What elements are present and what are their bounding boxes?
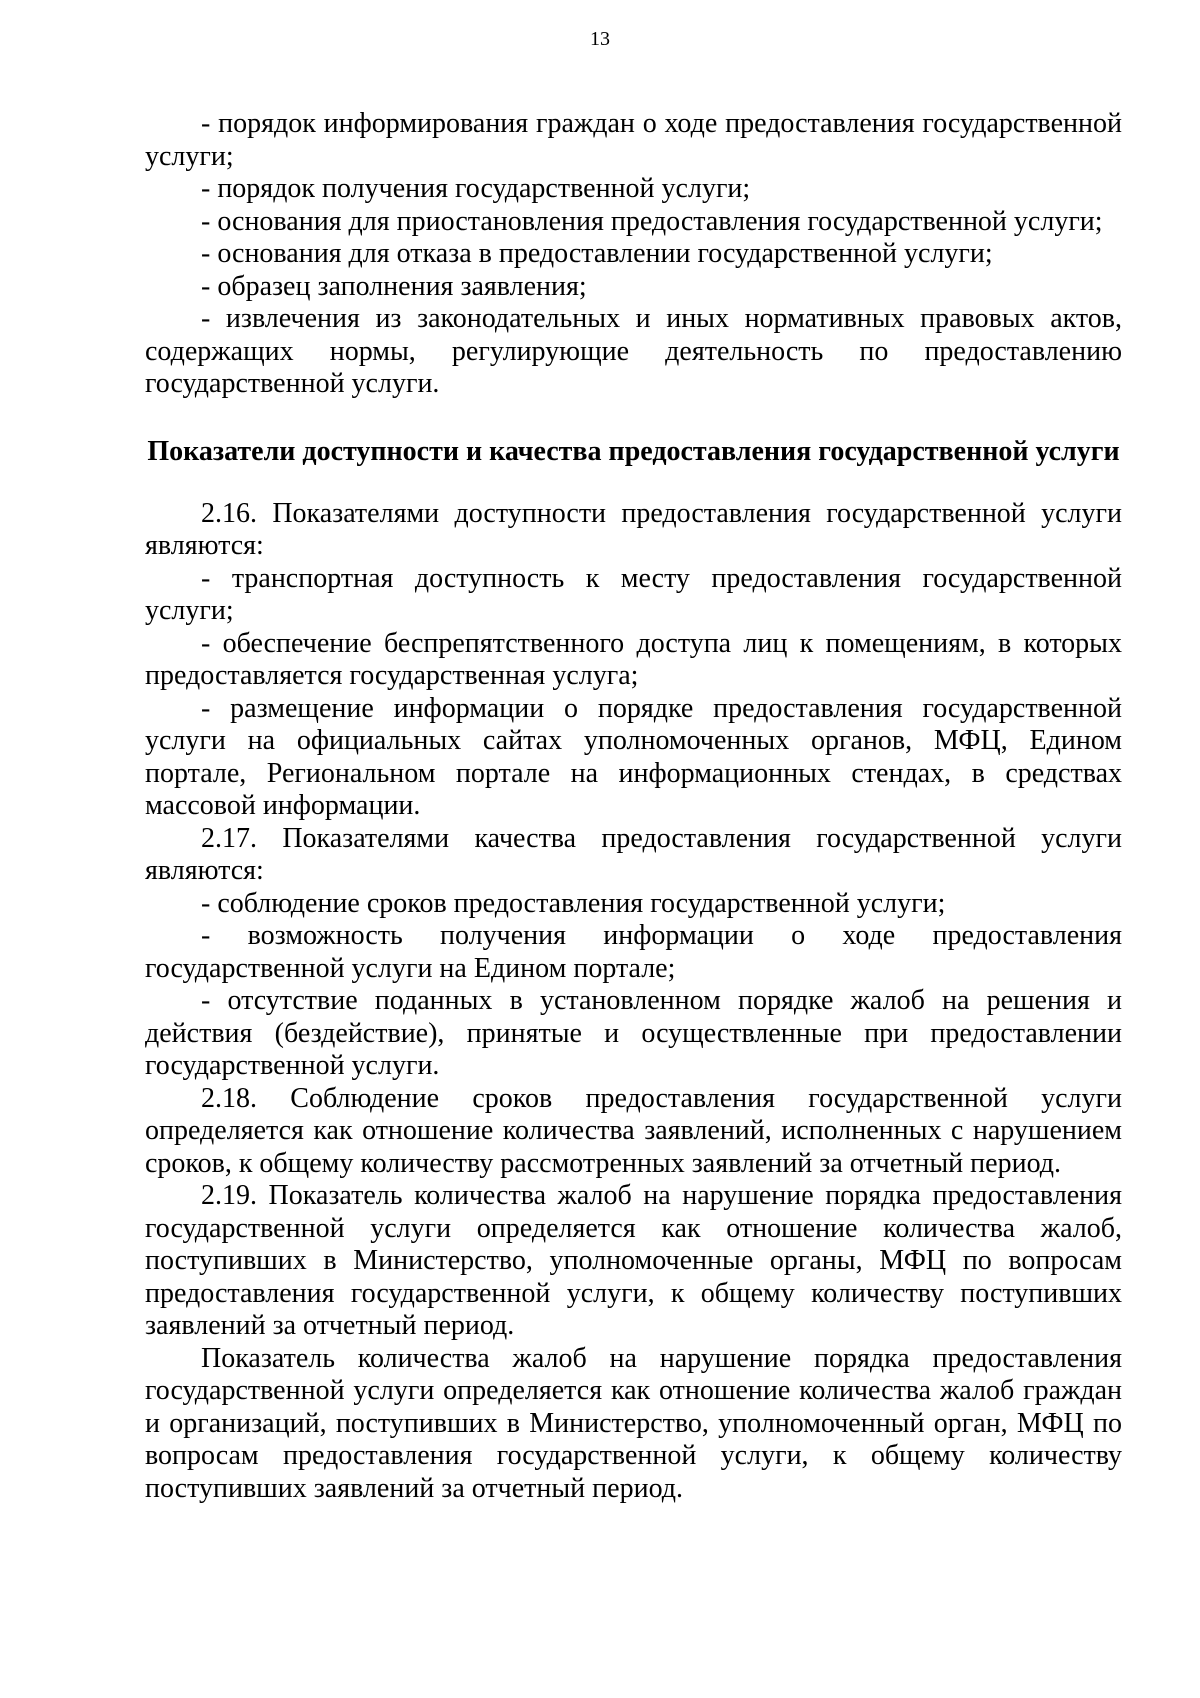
paragraph: - основания для приостановления предоставления государственной услуги; [201,205,1103,237]
document-body [145,108,1122,1505]
paragraph: - извлечения из законодательных и иных нормативных правовых актов, содержащих нормы, регулирующие деятельность по предоставлению государственной услуги. [145,303,1122,399]
paragraph: - отсутствие поданных в установленном порядке жалоб на решения и действия (бездействие), принятые и осуществленные при предоставлении государственной услуги. [145,985,1122,1081]
paragraph: - обеспечение беспрепятственного доступа лиц к помещениям, в которых предоставляется государственная услуга; [145,627,1122,691]
paragraph: - основания для отказа в предоставлении государственной услуги; [201,238,993,269]
paragraph: - порядок информирования граждан о ходе предоставления государственной услуги; [145,108,1122,172]
paragraph: - образец заполнения заявления; [201,270,587,302]
paragraph: - размещение информации о порядке предоставления государственной услуги на официальных сайтах уполномоченных органов, МФЦ, Едином портале, Региональном портале на информационных стендах, в средствах массовой информации. [145,692,1122,821]
paragraph: 2.17. Показателями качества предоставления государственной услуги являются: [145,822,1122,886]
paragraph: - транспортная доступность к месту предоставления государственной услуги; [145,562,1122,626]
paragraph: Показатель количества жалоб на нарушение порядка предоставления государственной услуги определяется как отношение количества жалоб граждан и организаций, поступивших в Министерство, уполномоченный орган, МФЦ по вопросам предоставления государственной услуги, к общему количеству поступивших заявлений за отчетный период. [145,1342,1122,1504]
paragraph: - возможность получения информации о ходе предоставления государственной услуги на Едином портале; [145,920,1122,984]
paragraph: 2.18. Соблюдение сроков предоставления государственной услуги определяется как отношение количества заявлений, исполненных с нарушением сроков, к общему количеству рассмотренных заявлений за отчетный период. [145,1082,1122,1179]
paragraph: 2.16. Показателями доступности предоставления государственной услуги являются: [145,497,1122,561]
section-heading: Показатели доступности и качества предоставления государственной услуги [147,435,1120,467]
paragraph: 2.19. Показатель количества жалоб на нарушение порядка предоставления государственной услуги определяется как отношение количества жалоб, поступивших в Министерство, уполномоченные органы, МФЦ по вопросам предоставления государственной услуги, к общему количеству поступивших заявлений за отчетный период. [145,1180,1122,1341]
paragraph: - порядок получения государственной услуги; [201,173,751,204]
page-number: 13 [590,28,610,50]
paragraph: - соблюдение сроков предоставления государственной услуги; [201,887,946,919]
